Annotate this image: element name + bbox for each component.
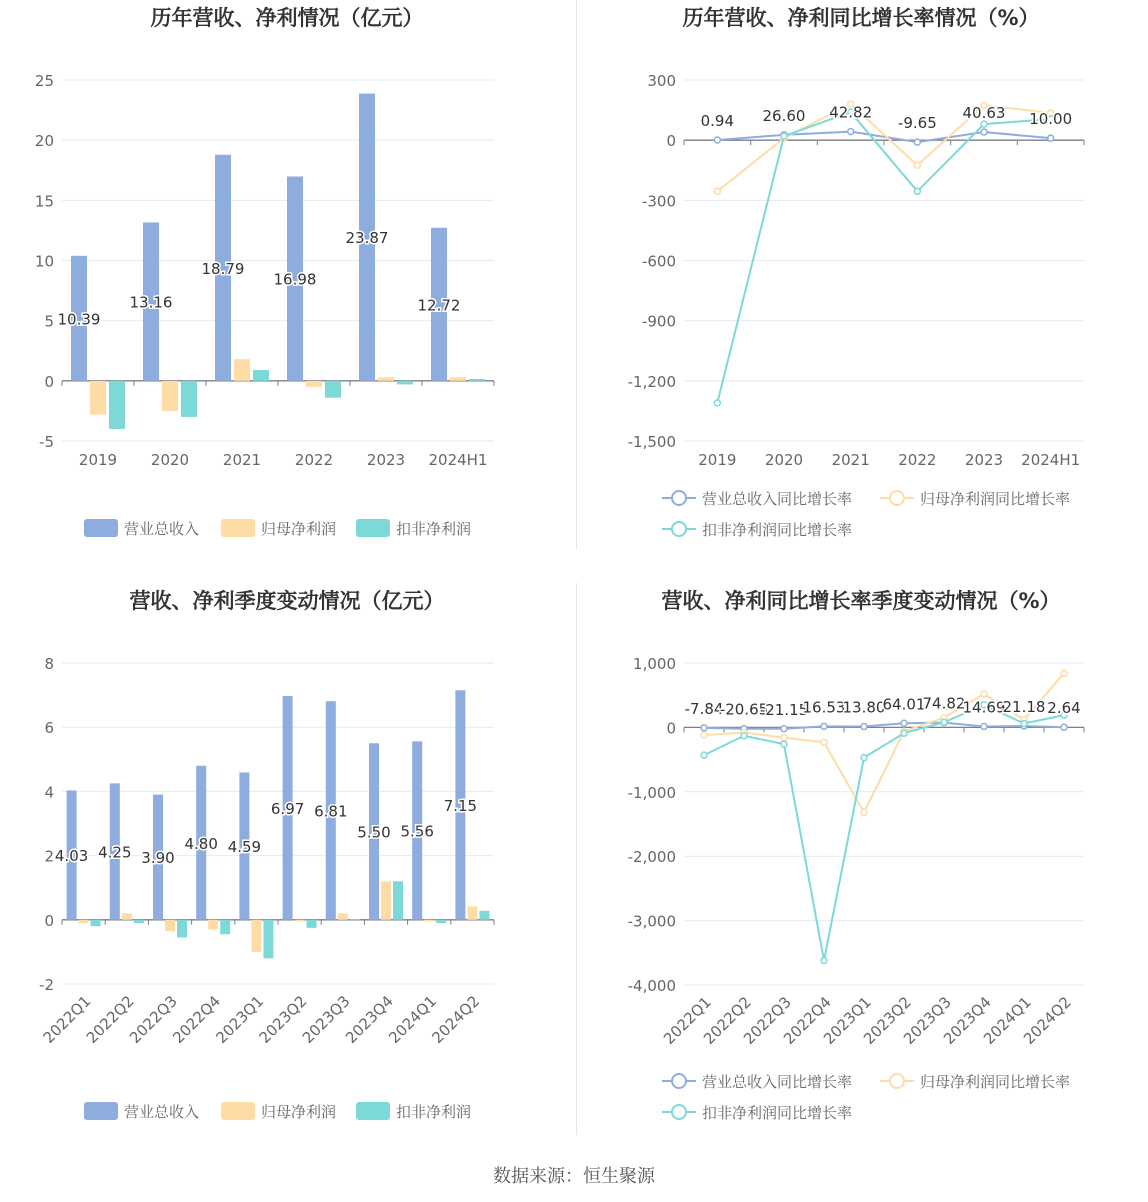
data-point xyxy=(821,958,827,964)
data-label: 18.79 xyxy=(201,259,245,278)
data-point xyxy=(861,809,867,815)
data-label: 13.80 xyxy=(842,698,886,717)
chart-title: 历年营收、净利同比增长率情况（%） xyxy=(682,6,1040,30)
data-label: 4.03 xyxy=(54,847,89,866)
data-point xyxy=(701,752,707,758)
bar xyxy=(91,920,101,926)
data-label: 14.69 xyxy=(962,698,1006,717)
x-tick-label: 2023Q4 xyxy=(940,993,995,1048)
data-label: 40.63 xyxy=(962,104,1006,123)
legend-swatch-marker xyxy=(672,491,686,505)
y-tick-label: -2 xyxy=(39,976,54,994)
x-tick-label: 2022Q4 xyxy=(169,992,225,1047)
divider-bottom xyxy=(576,583,577,1135)
bar xyxy=(177,920,187,938)
chart-annual-growth xyxy=(574,0,1148,580)
data-point xyxy=(1048,135,1054,141)
data-point xyxy=(941,719,947,725)
chart-quarterly-growth xyxy=(574,583,1148,1163)
y-tick-label: 1,000 xyxy=(633,655,676,673)
legend-label: 营业总收入同比增长率 xyxy=(702,1073,853,1091)
data-label: 10.00 xyxy=(1029,110,1073,129)
y-tick-label: 4 xyxy=(44,783,54,802)
bar xyxy=(253,370,269,381)
data-point xyxy=(981,723,987,729)
data-point xyxy=(821,723,827,729)
data-point xyxy=(861,755,867,761)
bar xyxy=(307,920,317,928)
y-tick-label: -3,000 xyxy=(627,912,676,931)
data-point xyxy=(1061,670,1067,676)
bar xyxy=(424,920,434,922)
legend-swatch xyxy=(221,1102,255,1120)
bar xyxy=(450,377,466,381)
data-label: 4.25 xyxy=(98,843,132,862)
x-tick-label: 2022Q1 xyxy=(39,992,95,1047)
y-tick-label: -900 xyxy=(641,312,676,331)
panel-annual-revenue-profit xyxy=(0,0,574,580)
bar xyxy=(208,920,218,930)
data-label: -9.65 xyxy=(897,114,937,133)
data-point xyxy=(741,733,747,739)
data-point xyxy=(714,188,720,194)
bar xyxy=(350,919,360,920)
data-label: 16.98 xyxy=(273,270,317,289)
data-point xyxy=(981,691,987,697)
legend-swatch xyxy=(356,519,390,537)
data-point xyxy=(914,188,920,194)
x-tick-label: 2024H1 xyxy=(428,451,488,469)
bar xyxy=(306,381,322,387)
data-label: 12.72 xyxy=(417,296,461,315)
x-tick-label: 2022Q3 xyxy=(740,993,795,1048)
y-tick-label: -300 xyxy=(641,192,676,211)
bar xyxy=(381,881,391,920)
x-tick-label: 2021 xyxy=(222,451,262,469)
legend-swatch-marker xyxy=(672,1105,686,1119)
data-point xyxy=(914,162,920,168)
legend-swatch-marker xyxy=(890,1074,904,1088)
x-tick-label: 2024H1 xyxy=(1021,451,1081,469)
y-tick-label: 6 xyxy=(44,719,54,738)
panel-quarterly-revenue-profit xyxy=(0,583,574,1163)
legend-label: 归母净利润 xyxy=(261,1103,337,1121)
data-point xyxy=(714,400,720,406)
bar xyxy=(181,381,197,417)
y-tick-label: -4,000 xyxy=(627,977,676,995)
x-tick-label: 2024Q2 xyxy=(428,992,484,1047)
x-tick-label: 2024Q1 xyxy=(385,992,441,1047)
y-tick-label: 0 xyxy=(44,911,54,930)
data-point xyxy=(701,732,707,738)
y-tick-label: 10 xyxy=(34,252,54,271)
y-tick-label: 300 xyxy=(647,72,676,90)
x-tick-label: 2022Q1 xyxy=(660,993,715,1048)
bar xyxy=(479,911,489,920)
data-point xyxy=(781,133,787,139)
y-tick-label: 0 xyxy=(44,372,54,391)
bar xyxy=(162,381,178,411)
data-label: 26.60 xyxy=(762,106,806,125)
data-label: 16.53 xyxy=(802,698,846,717)
y-tick-label: 0 xyxy=(666,132,676,151)
y-tick-label: -1,500 xyxy=(627,433,676,451)
bar xyxy=(467,906,477,919)
data-label: 10.39 xyxy=(57,310,101,329)
bar xyxy=(109,381,125,429)
bar xyxy=(165,920,175,931)
bar xyxy=(397,381,413,385)
data-point xyxy=(781,741,787,747)
x-tick-label: 2023Q2 xyxy=(255,992,311,1047)
legend-label: 扣非净利润同比增长率 xyxy=(702,1104,853,1122)
y-tick-label: 2 xyxy=(44,847,54,866)
x-tick-label: 2022Q4 xyxy=(780,993,835,1048)
bar xyxy=(134,920,144,923)
bar xyxy=(436,920,446,923)
x-tick-label: 2023Q3 xyxy=(298,992,354,1047)
legend-label: 扣非净利润同比增长率 xyxy=(702,521,853,539)
data-point xyxy=(781,726,787,732)
y-tick-label: 25 xyxy=(34,72,54,90)
x-tick-label: 2021 xyxy=(831,451,870,469)
legend-swatch-marker xyxy=(890,491,904,505)
legend-label: 营业总收入 xyxy=(124,1103,200,1121)
bar xyxy=(220,920,230,934)
chart-annual-revenue-profit xyxy=(0,0,574,580)
x-tick-label: 2024Q2 xyxy=(1020,993,1075,1048)
data-point xyxy=(848,129,854,135)
legend-swatch-marker xyxy=(672,1074,686,1088)
y-tick-label: -600 xyxy=(641,252,676,271)
legend-swatch xyxy=(356,1102,390,1120)
x-tick-label: 2024Q1 xyxy=(980,993,1035,1048)
series-line xyxy=(704,705,1064,961)
x-tick-label: 2019 xyxy=(698,451,737,469)
data-label: 7.15 xyxy=(443,797,478,816)
data-label: 42.82 xyxy=(829,103,873,122)
data-label: 3.90 xyxy=(141,849,175,868)
y-tick-label: -1,000 xyxy=(627,783,676,802)
legend-label: 营业总收入同比增长率 xyxy=(702,490,853,508)
y-tick-label: 5 xyxy=(44,312,54,331)
bar xyxy=(325,381,341,398)
panel-quarterly-growth xyxy=(574,583,1148,1163)
legend-swatch xyxy=(84,1102,118,1120)
data-label: 6.81 xyxy=(314,802,348,821)
data-label: 13.16 xyxy=(129,293,173,312)
data-label: 5.50 xyxy=(357,823,391,842)
data-point xyxy=(714,137,720,143)
legend-label: 扣非净利润 xyxy=(396,520,472,538)
data-label: 4.80 xyxy=(184,834,218,853)
data-label: 4.59 xyxy=(227,838,262,857)
panel-annual-growth xyxy=(574,0,1148,580)
x-tick-label: 2022Q2 xyxy=(82,992,138,1047)
chart-title: 营收、净利同比增长率季度变动情况（%） xyxy=(661,589,1061,613)
data-point xyxy=(901,720,907,726)
legend-label: 归母净利润同比增长率 xyxy=(920,1073,1071,1091)
data-label: 5.56 xyxy=(400,822,434,841)
bar xyxy=(90,381,106,415)
y-tick-label: -2,000 xyxy=(627,848,676,867)
x-tick-label: 2022Q3 xyxy=(126,992,181,1047)
x-tick-label: 2022Q2 xyxy=(700,993,755,1048)
y-tick-label: 8 xyxy=(44,655,54,673)
data-label: -21.15 xyxy=(759,700,809,719)
x-tick-label: 2023 xyxy=(366,451,406,469)
data-point xyxy=(861,724,867,730)
data-label: -20.65 xyxy=(719,700,769,719)
data-point xyxy=(701,725,707,731)
y-tick-label: -1,200 xyxy=(627,372,676,391)
x-tick-label: 2019 xyxy=(78,451,118,469)
data-label: 6.97 xyxy=(270,799,305,818)
x-tick-label: 2020 xyxy=(764,451,804,469)
x-tick-label: 2023 xyxy=(964,451,1004,469)
bar xyxy=(234,359,250,381)
y-tick-label: 15 xyxy=(34,192,54,211)
legend-label: 营业总收入 xyxy=(124,520,200,538)
x-tick-label: 2023Q1 xyxy=(212,992,268,1047)
data-point xyxy=(781,735,787,741)
x-tick-label: 2023Q1 xyxy=(820,993,875,1048)
data-label: 64.01 xyxy=(882,695,926,714)
y-tick-label: -5 xyxy=(39,433,54,451)
x-tick-label: 2020 xyxy=(150,451,190,469)
divider-top xyxy=(576,0,577,550)
legend-label: 扣非净利润 xyxy=(396,1103,472,1121)
bar xyxy=(469,379,485,381)
legend-swatch xyxy=(221,519,255,537)
data-point xyxy=(901,730,907,736)
chart-title: 营收、净利季度变动情况（亿元） xyxy=(129,589,445,613)
chart-quarterly-revenue-profit xyxy=(0,583,574,1163)
bar xyxy=(338,913,348,919)
data-point xyxy=(981,129,987,135)
legend-swatch xyxy=(84,519,118,537)
y-tick-label: 20 xyxy=(34,132,54,151)
x-tick-label: 2023Q2 xyxy=(860,993,915,1048)
bar xyxy=(122,913,132,919)
bar xyxy=(393,881,403,920)
data-label: 2.64 xyxy=(1047,699,1081,718)
data-label: 0.94 xyxy=(700,111,735,130)
x-tick-label: 2023Q4 xyxy=(342,992,397,1047)
bar xyxy=(251,920,261,952)
x-tick-label: 2022 xyxy=(898,451,937,469)
data-label: -7.84 xyxy=(684,699,724,718)
chart-title: 历年营收、净利情况（亿元） xyxy=(150,6,424,30)
data-point xyxy=(914,139,920,145)
x-tick-label: 2023Q3 xyxy=(900,993,955,1048)
data-label: 21.18 xyxy=(1002,698,1046,717)
bar xyxy=(295,920,305,922)
data-point xyxy=(1061,724,1067,730)
x-tick-label: 2022 xyxy=(294,451,334,469)
bar xyxy=(378,377,394,381)
data-point xyxy=(1021,721,1027,727)
data-point xyxy=(821,739,827,745)
data-source: 数据来源：恒生聚源 xyxy=(493,1166,655,1187)
legend-swatch-marker xyxy=(672,522,686,536)
y-tick-label: 0 xyxy=(666,719,676,738)
series-line xyxy=(717,112,1050,403)
legend-label: 归母净利润 xyxy=(261,520,337,538)
bar xyxy=(263,920,273,959)
data-label: 23.87 xyxy=(345,229,389,248)
bar xyxy=(79,920,89,923)
data-label: 74.82 xyxy=(922,694,966,713)
legend-label: 归母净利润同比增长率 xyxy=(920,490,1071,508)
